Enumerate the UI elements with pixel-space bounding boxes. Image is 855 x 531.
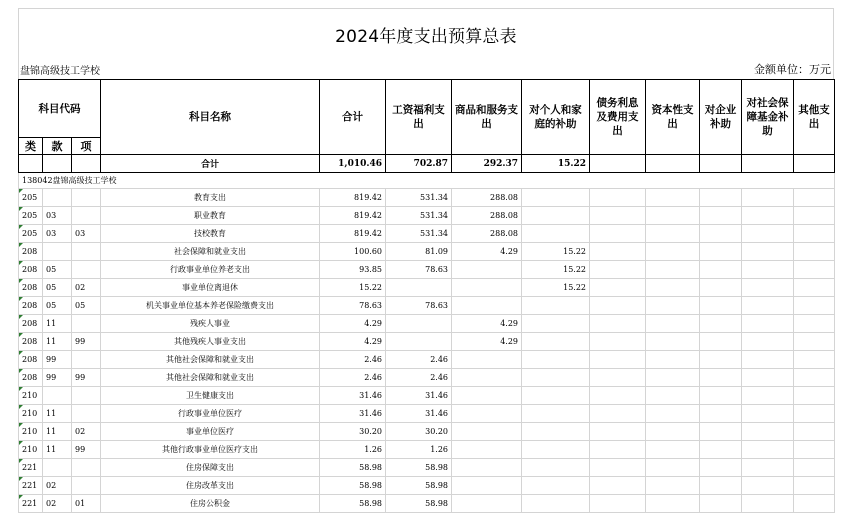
row-enterprise xyxy=(700,423,742,441)
row-debt xyxy=(590,207,646,225)
row-goods xyxy=(452,351,522,369)
row-lei: 208 xyxy=(19,243,43,261)
org-name: 盘锦高级技工学校 xyxy=(20,65,100,77)
row-name: 其他社会保障和就业支出 xyxy=(101,351,320,369)
row-lei: 208 xyxy=(19,279,43,297)
row-debt xyxy=(590,243,646,261)
row-salary: 31.46 xyxy=(386,387,452,405)
row-goods xyxy=(452,423,522,441)
row-capital xyxy=(646,441,700,459)
header-social: 对社会保障基金补助 xyxy=(742,80,794,155)
row-goods xyxy=(452,459,522,477)
row-social xyxy=(742,441,794,459)
row-social xyxy=(742,261,794,279)
row-total: 4.29 xyxy=(320,315,386,333)
row-xiang: 02 xyxy=(72,279,101,297)
row-other xyxy=(794,459,835,477)
row-xiang: 99 xyxy=(72,333,101,351)
table-row xyxy=(19,225,835,243)
row-kuan: 11 xyxy=(43,405,72,423)
row-total: 819.42 xyxy=(320,189,386,207)
row-kuan: 02 xyxy=(43,477,72,495)
row-social xyxy=(742,207,794,225)
row-xiang: 99 xyxy=(72,441,101,459)
row-capital xyxy=(646,459,700,477)
row-personal xyxy=(522,405,590,423)
row-personal xyxy=(522,387,590,405)
total-label: 合计 xyxy=(101,155,320,173)
row-debt xyxy=(590,387,646,405)
row-enterprise xyxy=(700,207,742,225)
row-enterprise xyxy=(700,225,742,243)
header-lei: 类 xyxy=(19,138,43,155)
row-xiang: 03 xyxy=(72,225,101,243)
row-personal xyxy=(522,441,590,459)
meta-row xyxy=(18,59,834,79)
total-goods: 292.37 xyxy=(452,155,522,173)
row-total: 30.20 xyxy=(320,423,386,441)
row-social xyxy=(742,333,794,351)
budget-sheet xyxy=(18,8,834,513)
row-personal xyxy=(522,297,590,315)
row-salary: 58.98 xyxy=(386,459,452,477)
row-personal: 15.22 xyxy=(522,261,590,279)
row-capital xyxy=(646,423,700,441)
row-capital xyxy=(646,279,700,297)
row-debt xyxy=(590,351,646,369)
row-social xyxy=(742,477,794,495)
row-social xyxy=(742,351,794,369)
row-debt xyxy=(590,423,646,441)
row-personal xyxy=(522,225,590,243)
row-social xyxy=(742,189,794,207)
total-social xyxy=(742,155,794,173)
row-total: 15.22 xyxy=(320,279,386,297)
row-xiang xyxy=(72,243,101,261)
table-row xyxy=(19,243,835,261)
row-total: 1.26 xyxy=(320,441,386,459)
row-lei: 208 xyxy=(19,333,43,351)
row-debt xyxy=(590,225,646,243)
row-capital xyxy=(646,315,700,333)
table-row xyxy=(19,459,835,477)
row-enterprise xyxy=(700,315,742,333)
row-total: 58.98 xyxy=(320,459,386,477)
header-total: 合计 xyxy=(320,80,386,155)
row-enterprise xyxy=(700,333,742,351)
header-row xyxy=(19,80,835,138)
row-lei: 208 xyxy=(19,369,43,387)
row-lei: 208 xyxy=(19,261,43,279)
table-row xyxy=(19,495,835,513)
header-xiang: 项 xyxy=(72,138,101,155)
table-row xyxy=(19,315,835,333)
row-kuan: 05 xyxy=(43,297,72,315)
row-goods: 288.08 xyxy=(452,207,522,225)
table-row xyxy=(19,423,835,441)
row-personal xyxy=(522,189,590,207)
row-total: 78.63 xyxy=(320,297,386,315)
table-row xyxy=(19,207,835,225)
row-capital xyxy=(646,405,700,423)
row-lei: 221 xyxy=(19,459,43,477)
row-enterprise xyxy=(700,441,742,459)
total-enterprise xyxy=(700,155,742,173)
row-other xyxy=(794,387,835,405)
row-lei: 208 xyxy=(19,351,43,369)
row-debt xyxy=(590,369,646,387)
row-xiang xyxy=(72,405,101,423)
row-xiang xyxy=(72,207,101,225)
row-enterprise xyxy=(700,459,742,477)
row-capital xyxy=(646,261,700,279)
header-enterprise: 对企业补助 xyxy=(700,80,742,155)
row-total: 58.98 xyxy=(320,477,386,495)
row-total: 819.42 xyxy=(320,225,386,243)
unit-label: 金额单位：万元 xyxy=(754,63,831,76)
row-goods xyxy=(452,405,522,423)
table-row xyxy=(19,279,835,297)
row-salary: 58.98 xyxy=(386,495,452,513)
row-lei: 210 xyxy=(19,423,43,441)
row-salary: 2.46 xyxy=(386,351,452,369)
row-other xyxy=(794,333,835,351)
row-capital xyxy=(646,333,700,351)
row-lei: 210 xyxy=(19,405,43,423)
row-enterprise xyxy=(700,387,742,405)
row-enterprise xyxy=(700,279,742,297)
header-kuan: 款 xyxy=(43,138,72,155)
row-total: 31.46 xyxy=(320,405,386,423)
row-kuan xyxy=(43,189,72,207)
row-goods xyxy=(452,369,522,387)
row-name: 其他社会保障和就业支出 xyxy=(101,369,320,387)
row-other xyxy=(794,261,835,279)
row-xiang xyxy=(72,459,101,477)
page-title: 2024年度支出预算总表 xyxy=(335,26,517,47)
row-other xyxy=(794,207,835,225)
table-row xyxy=(19,189,835,207)
row-name: 住房改革支出 xyxy=(101,477,320,495)
row-debt xyxy=(590,405,646,423)
row-name: 其他行政事业单位医疗支出 xyxy=(101,441,320,459)
row-social xyxy=(742,243,794,261)
row-kuan xyxy=(43,387,72,405)
row-debt xyxy=(590,315,646,333)
row-other xyxy=(794,315,835,333)
row-name: 事业单位离退休 xyxy=(101,279,320,297)
table-row xyxy=(19,441,835,459)
row-social xyxy=(742,423,794,441)
row-social xyxy=(742,315,794,333)
row-capital xyxy=(646,243,700,261)
row-enterprise xyxy=(700,243,742,261)
row-debt xyxy=(590,189,646,207)
row-kuan: 03 xyxy=(43,225,72,243)
header-goods: 商品和服务支出 xyxy=(452,80,522,155)
row-lei: 208 xyxy=(19,315,43,333)
row-enterprise xyxy=(700,405,742,423)
row-debt xyxy=(590,459,646,477)
row-capital xyxy=(646,351,700,369)
row-goods: 288.08 xyxy=(452,225,522,243)
row-lei: 221 xyxy=(19,477,43,495)
row-goods xyxy=(452,495,522,513)
row-personal xyxy=(522,423,590,441)
title-bar xyxy=(18,8,834,59)
row-kuan: 11 xyxy=(43,315,72,333)
row-social xyxy=(742,225,794,243)
row-personal xyxy=(522,477,590,495)
row-social xyxy=(742,369,794,387)
row-personal xyxy=(522,207,590,225)
row-debt xyxy=(590,279,646,297)
row-lei: 210 xyxy=(19,387,43,405)
row-other xyxy=(794,405,835,423)
row-enterprise xyxy=(700,369,742,387)
total-debt xyxy=(590,155,646,173)
row-name: 社会保障和就业支出 xyxy=(101,243,320,261)
table-row xyxy=(19,477,835,495)
row-enterprise xyxy=(700,189,742,207)
header-personal: 对个人和家庭的补助 xyxy=(522,80,590,155)
row-name: 事业单位医疗 xyxy=(101,423,320,441)
row-debt xyxy=(590,477,646,495)
row-debt xyxy=(590,441,646,459)
row-salary: 81.09 xyxy=(386,243,452,261)
row-xiang xyxy=(72,189,101,207)
row-capital xyxy=(646,297,700,315)
row-total: 100.60 xyxy=(320,243,386,261)
row-xiang xyxy=(72,351,101,369)
row-debt xyxy=(590,261,646,279)
row-goods: 288.08 xyxy=(452,189,522,207)
row-total: 819.42 xyxy=(320,207,386,225)
row-other xyxy=(794,351,835,369)
row-xiang: 01 xyxy=(72,495,101,513)
header-subject-name: 科目名称 xyxy=(101,80,320,155)
total-salary: 702.87 xyxy=(386,155,452,173)
row-enterprise xyxy=(700,351,742,369)
row-enterprise xyxy=(700,495,742,513)
row-goods: 4.29 xyxy=(452,333,522,351)
row-enterprise xyxy=(700,261,742,279)
row-personal xyxy=(522,333,590,351)
row-kuan: 99 xyxy=(43,369,72,387)
row-kuan: 03 xyxy=(43,207,72,225)
table-row xyxy=(19,351,835,369)
row-salary: 78.63 xyxy=(386,261,452,279)
row-goods xyxy=(452,297,522,315)
row-enterprise xyxy=(700,477,742,495)
row-name: 教育支出 xyxy=(101,189,320,207)
table-row xyxy=(19,387,835,405)
header-capital: 资本性支出 xyxy=(646,80,700,155)
row-salary xyxy=(386,333,452,351)
header-subject-code: 科目代码 xyxy=(19,80,101,138)
row-other xyxy=(794,369,835,387)
row-kuan xyxy=(43,243,72,261)
row-name: 职业教育 xyxy=(101,207,320,225)
row-social xyxy=(742,387,794,405)
row-social xyxy=(742,459,794,477)
row-salary xyxy=(386,315,452,333)
row-goods xyxy=(452,279,522,297)
row-name: 技校教育 xyxy=(101,225,320,243)
total-capital xyxy=(646,155,700,173)
row-xiang: 05 xyxy=(72,297,101,315)
row-kuan: 11 xyxy=(43,333,72,351)
row-other xyxy=(794,189,835,207)
table-row xyxy=(19,369,835,387)
row-kuan: 11 xyxy=(43,423,72,441)
row-personal: 15.22 xyxy=(522,279,590,297)
row-salary: 78.63 xyxy=(386,297,452,315)
row-other xyxy=(794,441,835,459)
row-other xyxy=(794,243,835,261)
row-xiang: 99 xyxy=(72,369,101,387)
row-capital xyxy=(646,477,700,495)
row-other xyxy=(794,279,835,297)
row-capital xyxy=(646,369,700,387)
row-personal xyxy=(522,351,590,369)
row-name: 行政事业单位医疗 xyxy=(101,405,320,423)
row-enterprise xyxy=(700,297,742,315)
table-row xyxy=(19,261,835,279)
row-kuan xyxy=(43,459,72,477)
row-other xyxy=(794,477,835,495)
row-name: 行政事业单位养老支出 xyxy=(101,261,320,279)
table-row xyxy=(19,333,835,351)
org-row xyxy=(19,173,835,189)
row-capital xyxy=(646,495,700,513)
row-goods xyxy=(452,477,522,495)
row-total: 2.46 xyxy=(320,351,386,369)
total-sum: 1,010.46 xyxy=(320,155,386,173)
row-personal xyxy=(522,315,590,333)
row-capital xyxy=(646,225,700,243)
row-salary: 1.26 xyxy=(386,441,452,459)
row-salary: 531.34 xyxy=(386,189,452,207)
row-total: 93.85 xyxy=(320,261,386,279)
row-xiang xyxy=(72,315,101,333)
row-lei: 210 xyxy=(19,441,43,459)
row-capital xyxy=(646,207,700,225)
row-xiang xyxy=(72,261,101,279)
row-salary: 31.46 xyxy=(386,405,452,423)
row-total: 2.46 xyxy=(320,369,386,387)
row-lei: 205 xyxy=(19,207,43,225)
row-salary: 531.34 xyxy=(386,207,452,225)
row-salary: 531.34 xyxy=(386,225,452,243)
row-personal xyxy=(522,495,590,513)
row-kuan: 02 xyxy=(43,495,72,513)
row-salary: 58.98 xyxy=(386,477,452,495)
table-row xyxy=(19,297,835,315)
row-capital xyxy=(646,189,700,207)
row-name: 住房公积金 xyxy=(101,495,320,513)
row-goods: 4.29 xyxy=(452,243,522,261)
table-row xyxy=(19,405,835,423)
total-row xyxy=(19,155,835,173)
row-capital xyxy=(646,387,700,405)
row-kuan: 05 xyxy=(43,279,72,297)
row-goods xyxy=(452,387,522,405)
row-goods xyxy=(452,441,522,459)
row-kuan: 11 xyxy=(43,441,72,459)
row-salary xyxy=(386,279,452,297)
header-salary: 工资福利支出 xyxy=(386,80,452,155)
row-xiang: 02 xyxy=(72,423,101,441)
row-lei: 208 xyxy=(19,297,43,315)
row-name: 住房保障支出 xyxy=(101,459,320,477)
row-goods: 4.29 xyxy=(452,315,522,333)
row-social xyxy=(742,495,794,513)
row-total: 4.29 xyxy=(320,333,386,351)
row-other xyxy=(794,423,835,441)
row-name: 其他残疾人事业支出 xyxy=(101,333,320,351)
header-debt: 债务利息及费用支出 xyxy=(590,80,646,155)
row-salary: 2.46 xyxy=(386,369,452,387)
row-xiang xyxy=(72,477,101,495)
budget-table xyxy=(18,79,835,513)
row-other xyxy=(794,225,835,243)
row-xiang xyxy=(72,387,101,405)
header-other: 其他支出 xyxy=(794,80,835,155)
row-other xyxy=(794,297,835,315)
row-kuan: 05 xyxy=(43,261,72,279)
total-personal: 15.22 xyxy=(522,155,590,173)
row-total: 58.98 xyxy=(320,495,386,513)
row-debt xyxy=(590,297,646,315)
row-debt xyxy=(590,333,646,351)
total-other xyxy=(794,155,835,173)
org-row-label: 138042盘锦高级技工学校 xyxy=(19,173,835,189)
row-goods xyxy=(452,261,522,279)
row-lei: 205 xyxy=(19,189,43,207)
row-personal: 15.22 xyxy=(522,243,590,261)
row-name: 卫生健康支出 xyxy=(101,387,320,405)
row-lei: 205 xyxy=(19,225,43,243)
row-personal xyxy=(522,369,590,387)
row-total: 31.46 xyxy=(320,387,386,405)
row-social xyxy=(742,405,794,423)
row-debt xyxy=(590,495,646,513)
row-salary: 30.20 xyxy=(386,423,452,441)
row-other xyxy=(794,495,835,513)
row-lei: 221 xyxy=(19,495,43,513)
row-name: 残疾人事业 xyxy=(101,315,320,333)
row-social xyxy=(742,279,794,297)
row-social xyxy=(742,297,794,315)
row-name: 机关事业单位基本养老保险缴费支出 xyxy=(101,297,320,315)
row-kuan: 99 xyxy=(43,351,72,369)
row-personal xyxy=(522,459,590,477)
